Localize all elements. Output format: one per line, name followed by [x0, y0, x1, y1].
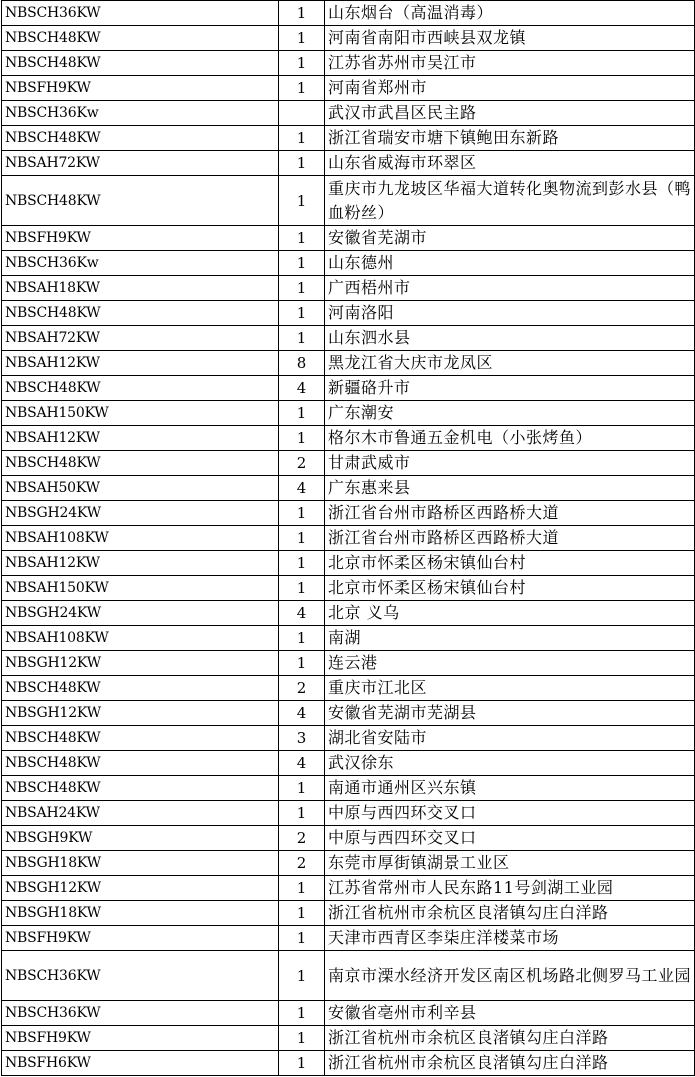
table-row: [2, 251, 695, 276]
table-row: [2, 451, 695, 476]
table-row: [2, 126, 695, 151]
model-cell: NBSAH108KW: [2, 526, 279, 551]
address-cell: 湖北省安陆市: [325, 726, 695, 751]
model-cell: NBSGH12KW: [2, 701, 279, 726]
model-cell: NBSAH24KW: [2, 801, 279, 826]
address-cell: 浙江省杭州市余杭区良渚镇勾庄白洋路: [325, 901, 695, 926]
table-row: [2, 151, 695, 176]
address-cell: 南通市通州区兴东镇: [325, 776, 695, 801]
quantity-cell: 1: [279, 901, 325, 926]
model-cell: NBSAH12KW: [2, 351, 279, 376]
table-row: [2, 26, 695, 51]
table-row: [2, 751, 695, 776]
table-row: [2, 876, 695, 901]
address-cell: 安徽省亳州市利辛县: [325, 1001, 695, 1026]
quantity-cell: 1: [279, 1001, 325, 1026]
table-row: [2, 326, 695, 351]
address-cell: 南湖: [325, 626, 695, 651]
quantity-cell: 1: [279, 526, 325, 551]
table-row: [2, 726, 695, 751]
quantity-cell: 8: [279, 351, 325, 376]
model-cell: NBSAH72KW: [2, 151, 279, 176]
quantity-cell: 1: [279, 76, 325, 101]
table-row: [2, 551, 695, 576]
quantity-cell: 4: [279, 701, 325, 726]
address-cell: 南京市溧水经济开发区南区机场路北侧罗马工业园: [325, 951, 695, 1001]
address-cell: 浙江省杭州市余杭区良渚镇勾庄白洋路: [325, 1051, 695, 1076]
address-cell: 山东省威海市环翠区: [325, 151, 695, 176]
address-cell: 浙江省台州市路桥区西路桥大道: [325, 501, 695, 526]
quantity-cell: 1: [279, 1051, 325, 1076]
model-cell: NBSCH48KW: [2, 776, 279, 801]
table-row: [2, 576, 695, 601]
quantity-cell: 1: [279, 776, 325, 801]
quantity-cell: 1: [279, 26, 325, 51]
address-cell: 江苏省常州市人民东路11号剑湖工业园: [325, 876, 695, 901]
table-row: [2, 1, 695, 26]
address-cell: 新疆硌升市: [325, 376, 695, 401]
model-cell: NBSAH108KW: [2, 626, 279, 651]
quantity-cell: 4: [279, 476, 325, 501]
table-row: [2, 1026, 695, 1051]
quantity-cell: 1: [279, 251, 325, 276]
address-cell: 河南省南阳市西峡县双龙镇: [325, 26, 695, 51]
table-row: [2, 76, 695, 101]
address-cell: 武汉徐东: [325, 751, 695, 776]
model-cell: NBSCH48KW: [2, 126, 279, 151]
table-row: [2, 101, 695, 126]
model-cell: NBSFH9KW: [2, 926, 279, 951]
model-cell: NBSAH18KW: [2, 276, 279, 301]
address-cell: 浙江省瑞安市塘下镇鲍田东新路: [325, 126, 695, 151]
order-table-body: [2, 1, 695, 1076]
table-row: [2, 901, 695, 926]
table-row: [2, 626, 695, 651]
model-cell: NBSCH48KW: [2, 676, 279, 701]
quantity-cell: 1: [279, 876, 325, 901]
quantity-cell: 1: [279, 501, 325, 526]
table-row: [2, 301, 695, 326]
table-row: [2, 826, 695, 851]
model-cell: NBSGH24KW: [2, 601, 279, 626]
model-cell: NBSCH48KW: [2, 26, 279, 51]
model-cell: NBSFH9KW: [2, 1026, 279, 1051]
model-cell: NBSAH150KW: [2, 401, 279, 426]
table-row: [2, 651, 695, 676]
address-cell: 山东泗水县: [325, 326, 695, 351]
quantity-cell: 4: [279, 376, 325, 401]
quantity-cell: 4: [279, 601, 325, 626]
address-cell: 浙江省台州市路桥区西路桥大道: [325, 526, 695, 551]
quantity-cell: 1: [279, 801, 325, 826]
model-cell: NBSCH48KW: [2, 751, 279, 776]
table-row: [2, 926, 695, 951]
address-cell: 广西梧州市: [325, 276, 695, 301]
table-row: [2, 51, 695, 76]
quantity-cell: 1: [279, 151, 325, 176]
model-cell: NBSGH12KW: [2, 876, 279, 901]
model-cell: NBSAH150KW: [2, 576, 279, 601]
table-row: [2, 426, 695, 451]
quantity-cell: 1: [279, 1, 325, 26]
address-cell: 山东烟台（高温消毒）: [325, 1, 695, 26]
model-cell: NBSAH12KW: [2, 551, 279, 576]
quantity-cell: 1: [279, 926, 325, 951]
address-cell: 中原与西四环交叉口: [325, 801, 695, 826]
address-cell: 广东惠来县: [325, 476, 695, 501]
address-cell: 河南洛阳: [325, 301, 695, 326]
address-cell: 北京市怀柔区杨宋镇仙台村: [325, 551, 695, 576]
address-cell: 重庆市九龙坡区华福大道转化奥物流到彭水县（鸭血粉丝）: [325, 176, 695, 226]
address-cell: 重庆市江北区: [325, 676, 695, 701]
table-row: [2, 1001, 695, 1026]
table-row: [2, 1051, 695, 1076]
quantity-cell: 1: [279, 951, 325, 1001]
address-cell: 广东潮安: [325, 401, 695, 426]
model-cell: NBSCH48KW: [2, 451, 279, 476]
table-row: [2, 676, 695, 701]
address-cell: 甘肃武威市: [325, 451, 695, 476]
address-cell: 黑龙江省大庆市龙凤区: [325, 351, 695, 376]
address-cell: 天津市西青区李柒庄洋楼菜市场: [325, 926, 695, 951]
model-cell: NBSCH48KW: [2, 726, 279, 751]
model-cell: NBSCH36Kw: [2, 101, 279, 126]
model-cell: NBSCH48KW: [2, 301, 279, 326]
model-cell: NBSCH36KW: [2, 1001, 279, 1026]
quantity-cell: 1: [279, 51, 325, 76]
address-cell: 浙江省杭州市余杭区良渚镇勾庄白洋路: [325, 1026, 695, 1051]
quantity-cell: 1: [279, 401, 325, 426]
address-cell: 中原与西四环交叉口: [325, 826, 695, 851]
quantity-cell: 2: [279, 851, 325, 876]
model-cell: NBSAH12KW: [2, 426, 279, 451]
address-cell: 安徽省芜湖市: [325, 226, 695, 251]
model-cell: NBSCH48KW: [2, 51, 279, 76]
address-cell: 东莞市厚街镇湖景工业区: [325, 851, 695, 876]
table-row: [2, 801, 695, 826]
quantity-cell: 2: [279, 826, 325, 851]
address-cell: 格尔木市鲁通五金机电（小张烤鱼）: [325, 426, 695, 451]
address-cell: 连云港: [325, 651, 695, 676]
model-cell: NBSCH36KW: [2, 1, 279, 26]
table-row: [2, 376, 695, 401]
order-table: [1, 0, 695, 1076]
quantity-cell: 1: [279, 301, 325, 326]
quantity-cell: 1: [279, 126, 325, 151]
quantity-cell: 1: [279, 276, 325, 301]
table-row: [2, 951, 695, 1001]
table-row: [2, 776, 695, 801]
table-row: [2, 601, 695, 626]
table-row: [2, 476, 695, 501]
quantity-cell: 1: [279, 426, 325, 451]
table-row: [2, 401, 695, 426]
quantity-cell: 3: [279, 726, 325, 751]
model-cell: NBSGH18KW: [2, 851, 279, 876]
model-cell: NBSCH48KW: [2, 176, 279, 226]
model-cell: NBSGH9KW: [2, 826, 279, 851]
model-cell: NBSGH18KW: [2, 901, 279, 926]
address-cell: 山东德州: [325, 251, 695, 276]
model-cell: NBSFH9KW: [2, 226, 279, 251]
table-row: [2, 501, 695, 526]
address-cell: 河南省郑州市: [325, 76, 695, 101]
address-cell: 北京 义乌: [325, 601, 695, 626]
model-cell: NBSGH24KW: [2, 501, 279, 526]
address-cell: 北京市怀柔区杨宋镇仙台村: [325, 576, 695, 601]
model-cell: NBSCH48KW: [2, 376, 279, 401]
quantity-cell: [279, 101, 325, 126]
address-cell: 武汉市武昌区民主路: [325, 101, 695, 126]
model-cell: NBSFH6KW: [2, 1051, 279, 1076]
table-row: [2, 701, 695, 726]
quantity-cell: 1: [279, 326, 325, 351]
table-row: [2, 851, 695, 876]
table-row: [2, 176, 695, 226]
model-cell: NBSCH36KW: [2, 951, 279, 1001]
quantity-cell: 1: [279, 651, 325, 676]
table-row: [2, 226, 695, 251]
table-row: [2, 526, 695, 551]
table-row: [2, 351, 695, 376]
quantity-cell: 2: [279, 676, 325, 701]
quantity-cell: 1: [279, 551, 325, 576]
model-cell: NBSFH9KW: [2, 76, 279, 101]
address-cell: 江苏省苏州市吴江市: [325, 51, 695, 76]
model-cell: NBSCH36Kw: [2, 251, 279, 276]
quantity-cell: 1: [279, 176, 325, 226]
model-cell: NBSAH50KW: [2, 476, 279, 501]
quantity-cell: 1: [279, 226, 325, 251]
model-cell: NBSGH12KW: [2, 651, 279, 676]
quantity-cell: 4: [279, 751, 325, 776]
quantity-cell: 1: [279, 626, 325, 651]
table-row: [2, 276, 695, 301]
quantity-cell: 2: [279, 451, 325, 476]
model-cell: NBSAH72KW: [2, 326, 279, 351]
quantity-cell: 1: [279, 1026, 325, 1051]
quantity-cell: 1: [279, 576, 325, 601]
address-cell: 安徽省芜湖市芜湖县: [325, 701, 695, 726]
